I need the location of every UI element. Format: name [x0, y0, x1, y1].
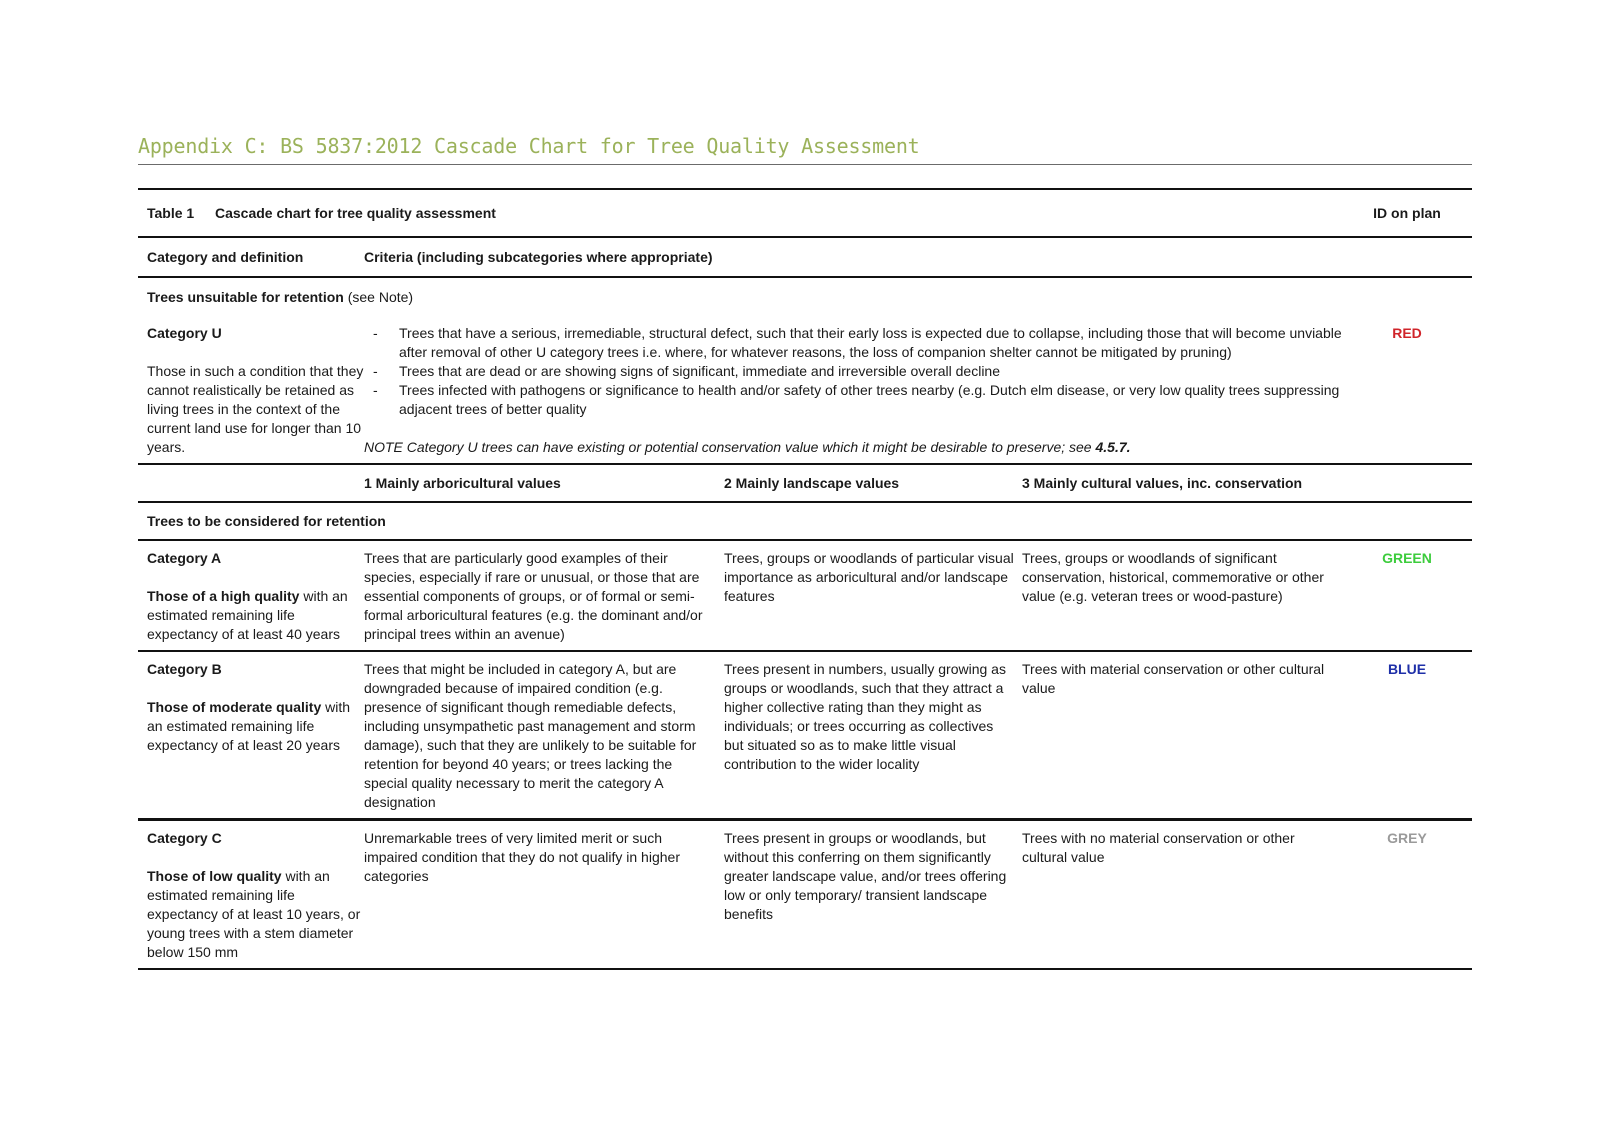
category-a-arboricultural: Trees that are particularly good examples of their species, especially if rare or unusual, or those that are essential components of groups, or of formal or semi-formal arboricultural features (e.g. the dominant and/or principal trees within an avenue) — [364, 550, 703, 642]
category-b-definition-cell — [138, 660, 364, 755]
criteria-column-header: Criteria (including subcategories where appropriate) — [364, 248, 713, 265]
category-u-definition: Those in such a condition that they cannot realistically be retained as living trees in the context of the current land use for longer than 10 years. — [147, 363, 364, 455]
category-u-criteria-cell — [364, 324, 1342, 457]
category-a-id: GREEN — [1382, 550, 1432, 566]
category-u-criteria-list — [364, 324, 1342, 419]
category-column-header: Category and definition — [147, 248, 304, 265]
table-number: Table 1 — [147, 204, 195, 221]
list-item: - Trees that are dead or are showing signs of significant, immediate and irreversible overall decline — [364, 362, 1342, 381]
definition-rest: with an estimated remaining life expectancy of at least 40 years — [147, 588, 348, 642]
category-u-row — [138, 316, 1472, 463]
category-a-title: Category A — [147, 550, 222, 566]
category-c-definition-cell — [138, 829, 364, 962]
category-u-note — [364, 438, 1342, 457]
retention-heading-row — [138, 501, 1472, 539]
table-caption-row — [138, 188, 1472, 236]
id-on-plan-header: ID on plan — [1373, 204, 1441, 221]
unsuitable-heading-note: (see Note) — [343, 288, 414, 305]
definition-bold: Those of moderate quality — [147, 699, 322, 715]
category-c-definition — [147, 867, 364, 962]
category-c-arboricultural: Unremarkable trees of very limited merit or such impaired condition that they do not qualify in higher categories — [364, 830, 680, 884]
list-item: - Trees infected with pathogens or significance to health and/or safety of other trees nearby (e.g. Dutch elm disease, or very low quality trees suppressing adjacent trees of better quality — [364, 381, 1342, 419]
table-bottom-rule — [138, 968, 1472, 970]
category-c-title: Category C — [147, 830, 222, 846]
subcategory-landscape: 2 Mainly landscape values — [724, 474, 900, 491]
subcategory-cultural: 3 Mainly cultural values, inc. conservation — [1022, 474, 1303, 491]
category-u-id: RED — [1392, 325, 1422, 341]
category-u-definition-cell — [138, 324, 364, 457]
category-b-cultural: Trees with material conservation or other cultural value — [1022, 661, 1325, 696]
cascade-table — [138, 188, 1472, 970]
definition-bold: Those of a high quality — [147, 588, 300, 604]
category-c-cultural: Trees with no material conservation or other cultural value — [1022, 830, 1295, 865]
category-b-id: BLUE — [1387, 661, 1427, 677]
subcategory-arboricultural: 1 Mainly arboricultural values — [364, 474, 561, 491]
category-b-definition — [147, 698, 364, 755]
category-b-title: Category B — [147, 661, 222, 677]
retention-heading: Trees to be considered for retention — [147, 512, 386, 529]
definition-bold: Those of low quality — [147, 868, 282, 884]
category-a-cultural: Trees, groups or woodlands of significant conservation, historical, commemorative or other value (e.g. veteran trees or wood-pasture) — [1022, 550, 1324, 604]
category-b-landscape: Trees present in numbers, usually growing as groups or woodlands, such that they attract a higher collective rating than they might as individuals; or trees occurring as collectives but situated so as to make little visual contribution to the wider locality — [724, 661, 1006, 772]
category-c-id: GREY — [1387, 830, 1427, 846]
table-caption — [138, 204, 1342, 223]
unsuitable-heading — [138, 288, 1138, 307]
note-text: NOTE Category U trees can have existing or potential conservation value which it might be desirable to preserve; see — [364, 439, 1096, 455]
column-header-row — [138, 236, 1472, 276]
category-a-definition-cell — [138, 549, 364, 644]
definition-rest: with an estimated remaining life expectancy of at least 10 years, or young trees with a stem diameter below 150 mm — [147, 868, 361, 960]
category-c-landscape: Trees present in groups or woodlands, but without this conferring on them significantly greater landscape value, and/or trees offering low or only temporary/ transient landscape benefits — [724, 830, 1007, 922]
category-a-landscape: Trees, groups or woodlands of particular visual importance as arboricultural and/or landscape features — [724, 550, 1014, 604]
table-caption-text: Cascade chart for tree quality assessment — [215, 204, 496, 221]
note-reference: 4.5.7. — [1095, 439, 1131, 455]
category-b-arboricultural: Trees that might be included in category A, but are downgraded because of impaired condition (e.g. presence of significant though remediable defects, including unsympathetic past management and storm damage), such that they are unlikely to be suitable for retention for beyond 40 years; or trees lacking the special quality necessary to merit the category A designation — [364, 661, 697, 810]
list-item: - Trees that have a serious, irremediable, structural defect, such that their early loss is expected due to collapse, including those that will become unviable after removal of other U category trees i.e. where, for whatever reasons, the loss of companion shelter cannot be mitigated by pruning) — [364, 324, 1342, 362]
category-u-title: Category U — [147, 325, 222, 341]
category-b-row — [138, 650, 1472, 818]
category-a-definition — [147, 587, 364, 644]
subcategory-header-row — [138, 463, 1472, 501]
category-c-row — [138, 818, 1472, 968]
unsuitable-heading-row — [138, 276, 1472, 316]
category-a-row — [138, 539, 1472, 650]
page-title: Appendix C: BS 5837:2012 Cascade Chart for Tree Quality Assessment — [138, 134, 1472, 165]
unsuitable-heading-bold: Trees unsuitable for retention — [147, 288, 344, 305]
definition-rest: with an estimated remaining life expectancy of at least 20 years — [147, 699, 351, 753]
